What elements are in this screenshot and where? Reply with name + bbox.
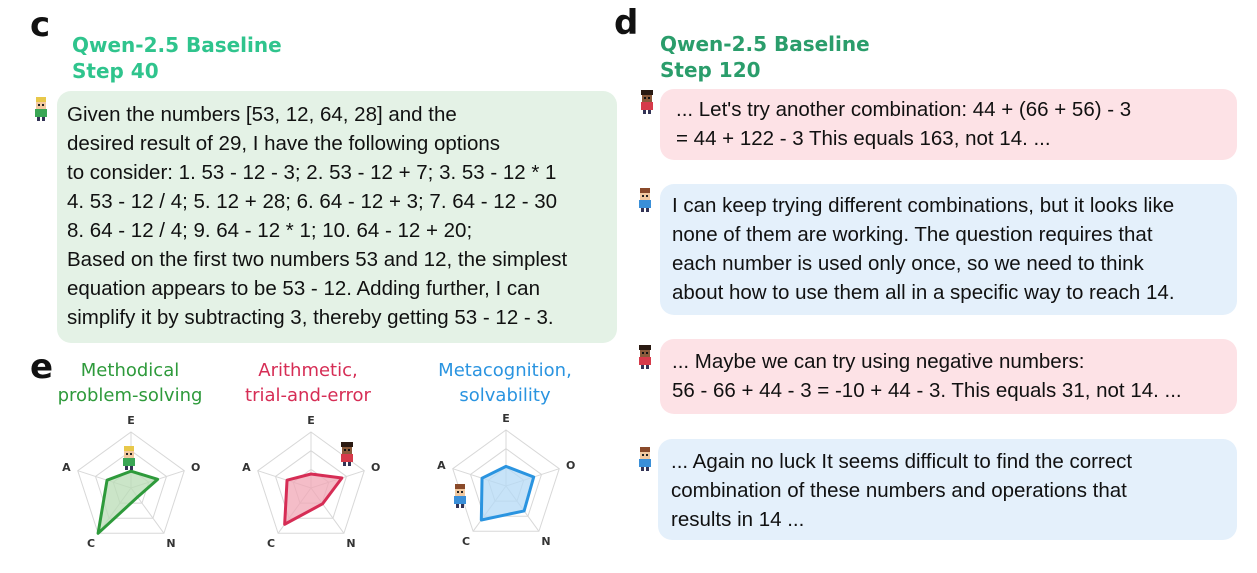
text-line: Based on the first two numbers 53 and 12, the simplest: [67, 248, 568, 271]
text-line: I can keep trying different combinations, but it looks like: [672, 194, 1175, 217]
radar-title-methodical: [35, 358, 225, 408]
radar-data-polygon: [481, 466, 533, 520]
radar-axis-label: E: [307, 414, 315, 427]
panel-d-model-title: [660, 31, 870, 83]
text-line: desired result of 29, I have the following options: [67, 132, 501, 155]
text-line: about how to use them all in a specific way to reach 14.: [672, 281, 1175, 304]
radar-title-line: problem-solving: [57, 385, 203, 406]
radar-axis-label: E: [502, 412, 510, 425]
panel-letter-c: c: [30, 5, 51, 45]
panel-d-message-2: [660, 184, 1237, 315]
avatar-blond-icon: [33, 97, 49, 121]
panel-d-model: Qwen-2.5 Baseline: [660, 32, 870, 56]
text-line: simplify it by subtracting 3, thereby getting 53 - 12 - 3.: [67, 306, 554, 329]
panel-c-model: Qwen-2.5 Baseline: [72, 33, 282, 57]
radar-axis-label: A: [62, 460, 71, 474]
text-line: = 44 + 122 - 3 This equals 163, not 14. ...: [676, 127, 1051, 150]
radar-axis-label: C: [266, 537, 276, 551]
radar-axis-label: N: [346, 537, 356, 551]
radar-axis-label: N: [541, 535, 551, 549]
radar-title-line: trial-and-error: [245, 385, 371, 406]
avatar-brown-icon: [637, 188, 653, 212]
radar-data-polygon: [98, 471, 158, 533]
avatar-blond-icon: [121, 446, 137, 470]
text-line: 4. 53 - 12 / 4; 5. 12 + 28; 6. 64 - 12 + 3; 7. 64 - 12 - 30: [67, 190, 558, 213]
avatar-curly-icon: [339, 442, 355, 466]
text-line: to consider: 1. 53 - 12 - 3; 2. 53 - 12 + 7; 3. 53 - 12 * 1: [67, 161, 557, 184]
text-line: Given the numbers [53, 12, 64, 28] and the: [67, 103, 457, 126]
text-line: ... Let's try another combination: 44 + (66 + 56) - 3: [676, 98, 1132, 121]
panel-c-bubble: [57, 91, 617, 343]
panel-letter-e: e: [30, 347, 54, 387]
radar-axis-label: O: [565, 458, 576, 472]
panel-d-message-1: [660, 89, 1237, 160]
avatar-brown-icon: [637, 447, 653, 471]
text-line: ... Again no luck It seems difficult to find the correct: [671, 450, 1133, 473]
text-line: 56 - 66 + 44 - 3 = -10 + 44 - 3. This equals 31, not 14. ...: [672, 379, 1182, 402]
radar-axis-label: O: [370, 460, 381, 474]
panel-d-message-4: [658, 439, 1237, 540]
radar-title-arithmetic: [213, 358, 403, 408]
text-line: each number is used only once, so we need to think: [672, 252, 1144, 275]
radar-axis-label: A: [242, 460, 251, 474]
avatar-curly-icon: [639, 90, 655, 114]
text-line: results in 14 ...: [671, 508, 805, 531]
radar-axis-label: E: [127, 414, 135, 427]
panel-d-message-3: [660, 339, 1237, 414]
radar-chart-methodical: [55, 410, 215, 560]
radar-title-line: Arithmetic,: [258, 360, 358, 381]
radar-axis-label: O: [190, 460, 201, 474]
panel-c-model-title: [72, 32, 282, 84]
panel-letter-d: d: [614, 3, 639, 43]
radar-title-metacognition: [410, 358, 600, 408]
avatar-curly-icon: [637, 345, 653, 369]
text-line: ... Maybe we can try using negative numbers:: [672, 350, 1085, 373]
text-line: 8. 64 - 12 / 4; 9. 64 - 12 * 1; 10. 64 - 12 + 20;: [67, 219, 473, 242]
text-line: combination of these numbers and operations that: [671, 479, 1127, 502]
avatar-brown-icon: [452, 484, 468, 508]
radar-axis-label: C: [461, 535, 471, 549]
panel-d-step: Step 120: [660, 58, 761, 82]
radar-axis-label: N: [166, 537, 176, 551]
radar-title-line: Methodical: [80, 360, 180, 381]
radar-chart-arithmetic: [235, 410, 395, 560]
radar-axis-label: C: [86, 537, 96, 551]
radar-chart-metacognition: [430, 408, 590, 558]
radar-title-line: Metacognition,: [438, 360, 572, 381]
text-line: equation appears to be 53 - 12. Adding further, I can: [67, 277, 540, 300]
radar-title-line: solvability: [459, 385, 551, 406]
radar-axis-label: A: [437, 458, 446, 472]
panel-c-step: Step 40: [72, 59, 159, 83]
text-line: none of them are working. The question requires that: [672, 223, 1153, 246]
